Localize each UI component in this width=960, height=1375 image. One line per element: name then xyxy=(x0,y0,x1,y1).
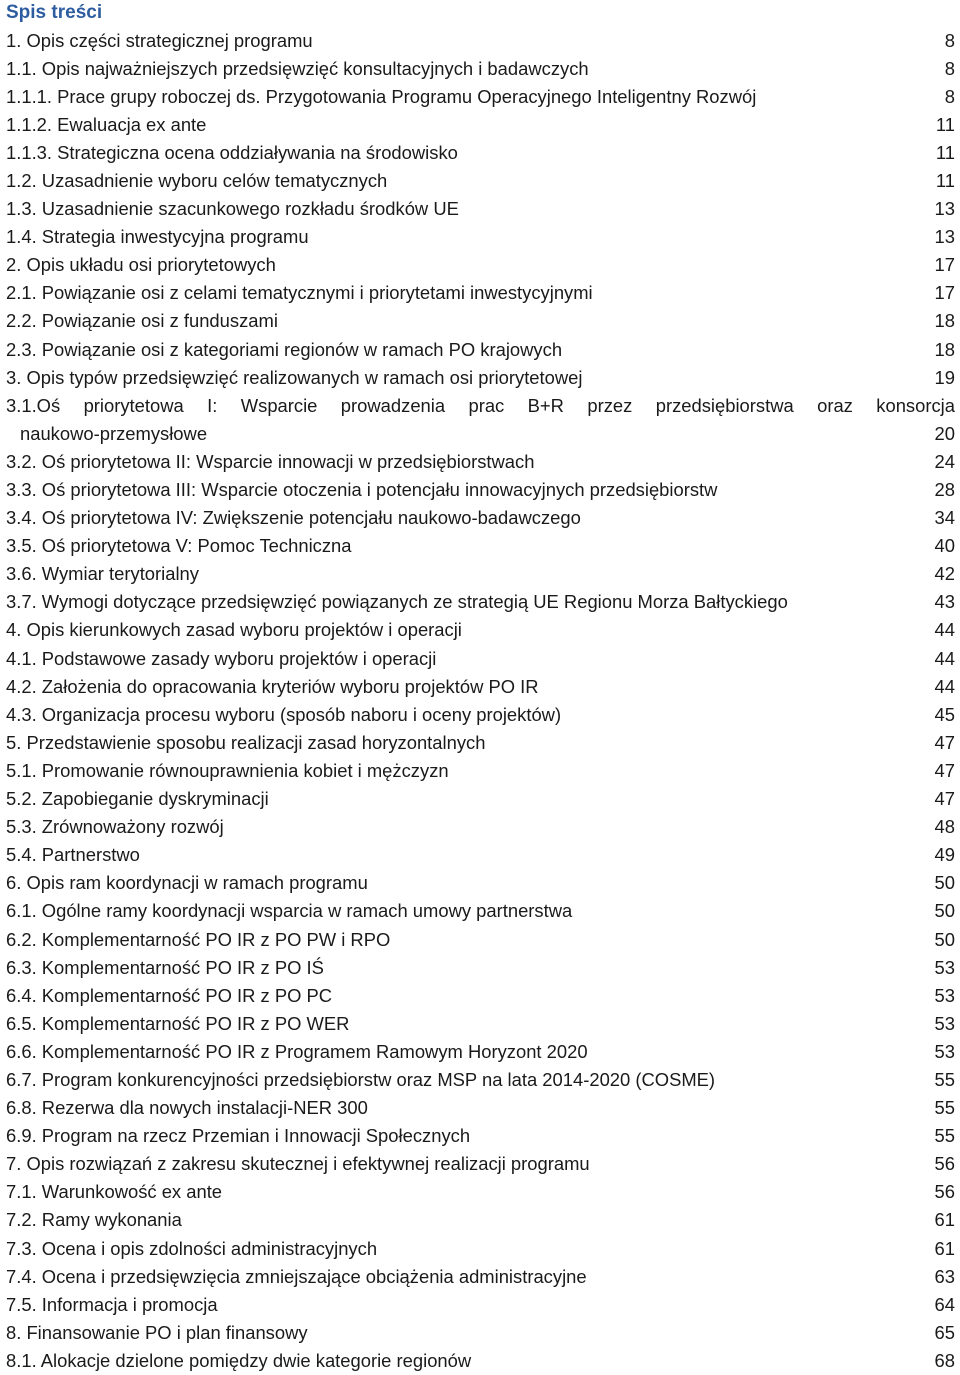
toc-entry[interactable] xyxy=(0,560,960,588)
toc-entry[interactable] xyxy=(0,364,960,392)
toc-entry-page-number: 18 xyxy=(934,310,955,332)
toc-entry-page-number: 13 xyxy=(934,226,955,248)
toc-entry[interactable] xyxy=(0,869,960,897)
toc-entry[interactable] xyxy=(0,448,960,476)
toc-list xyxy=(0,27,960,1375)
toc-entry[interactable] xyxy=(0,897,960,925)
toc-entry[interactable] xyxy=(0,251,960,279)
toc-entry-page-number: 13 xyxy=(934,198,955,220)
toc-entry-label: 4. Opis kierunkowych zasad wyboru projektów i operacji xyxy=(6,619,462,641)
toc-entry-page-number: 53 xyxy=(934,956,955,978)
toc-entry[interactable] xyxy=(0,1291,960,1319)
toc-entry-page-number: 55 xyxy=(934,1125,955,1147)
toc-entry-page-number: 61 xyxy=(934,1237,955,1259)
toc-entry[interactable] xyxy=(0,83,960,111)
toc-entry-page-number: 8 xyxy=(944,57,955,79)
toc-entry[interactable] xyxy=(0,588,960,616)
toc-entry-page-number: 53 xyxy=(934,1012,955,1034)
toc-entry[interactable] xyxy=(0,1094,960,1122)
toc-entry-label: 1. Opis części strategicznej programu xyxy=(6,29,313,51)
toc-entry[interactable] xyxy=(0,223,960,251)
toc-entry-label: 6.2. Komplementarność PO IR z PO PW i RPO xyxy=(6,928,391,950)
toc-entry[interactable] xyxy=(0,392,960,448)
toc-entry[interactable] xyxy=(0,1010,960,1038)
toc-entry-label: 1.4. Strategia inwestycyjna programu xyxy=(6,226,309,248)
toc-entry[interactable] xyxy=(0,27,960,55)
toc-entry-label: 6.5. Komplementarność PO IR z PO WER xyxy=(6,1012,350,1034)
toc-entry-label: 7.5. Informacja i promocja xyxy=(6,1293,218,1315)
toc-entry-page-number: 53 xyxy=(934,1040,955,1062)
toc-entry-page-number: 55 xyxy=(934,1068,955,1090)
toc-entry-page-number: 17 xyxy=(934,282,955,304)
toc-entry-page-number: 45 xyxy=(934,703,955,725)
toc-entry-label: 2.2. Powiązanie osi z funduszami xyxy=(6,310,278,332)
toc-entry-page-number: 34 xyxy=(934,507,955,529)
toc-entry-page-number: 18 xyxy=(934,338,955,360)
toc-entry[interactable] xyxy=(0,1263,960,1291)
toc-entry[interactable] xyxy=(0,476,960,504)
toc-entry-page-number: 50 xyxy=(934,872,955,894)
toc-entry-page-number: 65 xyxy=(934,1321,955,1343)
toc-entry-page-number: 55 xyxy=(934,1097,955,1119)
toc-entry[interactable] xyxy=(0,673,960,701)
toc-entry-label: 4.1. Podstawowe zasady wyboru projektów i operacji xyxy=(6,647,437,669)
toc-entry-label: 2. Opis układu osi priorytetowych xyxy=(6,254,276,276)
toc-entry[interactable] xyxy=(0,1038,960,1066)
toc-entry-page-number: 17 xyxy=(934,254,955,276)
toc-entry-page-number: 53 xyxy=(934,984,955,1006)
toc-entry-page-number: 8 xyxy=(944,85,955,107)
toc-entry[interactable] xyxy=(0,1150,960,1178)
toc-entry-page-number: 44 xyxy=(934,647,955,669)
toc-entry[interactable] xyxy=(0,532,960,560)
toc-entry-label: 6. Opis ram koordynacji w ramach programu xyxy=(6,872,368,894)
toc-entry[interactable] xyxy=(0,336,960,364)
toc-entry-page-number: 68 xyxy=(934,1349,955,1371)
toc-entry-page-number: 47 xyxy=(934,759,955,781)
toc-entry[interactable] xyxy=(0,701,960,729)
toc-entry-label: 6.3. Komplementarność PO IR z PO IŚ xyxy=(6,956,324,978)
toc-entry-label: 1.3. Uzasadnienie szacunkowego rozkładu środków UE xyxy=(6,198,459,220)
toc-entry-label: 3.7. Wymogi dotyczące przedsięwzięć powiązanych ze strategią UE Regionu Morza Bałtyckiego xyxy=(6,591,788,613)
toc-entry-label: 5. Przedstawienie sposobu realizacji zasad horyzontalnych xyxy=(6,731,486,753)
toc-entry[interactable] xyxy=(0,1206,960,1234)
toc-entry[interactable] xyxy=(0,139,960,167)
toc-entry-page-number: 49 xyxy=(934,844,955,866)
toc-entry-label: 7.3. Ocena i opis zdolności administracyjnych xyxy=(6,1237,378,1259)
toc-entry-label: 6.1. Ogólne ramy koordynacji wsparcia w ramach umowy partnerstwa xyxy=(6,900,573,922)
toc-entry-label: 8. Finansowanie PO i plan finansowy xyxy=(6,1321,308,1343)
toc-entry[interactable] xyxy=(0,307,960,335)
toc-entry-page-number: 56 xyxy=(934,1181,955,1203)
toc-entry[interactable] xyxy=(0,1347,960,1375)
toc-entry-page-number: 63 xyxy=(934,1265,955,1287)
toc-entry-page-number: 42 xyxy=(934,563,955,585)
toc-entry-page-number: 24 xyxy=(934,450,955,472)
toc-entry[interactable] xyxy=(0,926,960,954)
toc-entry[interactable] xyxy=(0,167,960,195)
toc-entry-page-number: 28 xyxy=(934,479,955,500)
toc-entry-label: 5.1. Promowanie równouprawnienia kobiet i mężczyzn xyxy=(6,759,449,781)
toc-entry[interactable] xyxy=(0,111,960,139)
toc-entry-label: 7.1. Warunkowość ex ante xyxy=(6,1181,223,1203)
toc-title: Spis treści xyxy=(6,2,103,23)
toc-entry-label: 7.4. Ocena i przedsięwzięcia zmniejszające obciążenia administracyjne xyxy=(6,1265,587,1287)
toc-entry[interactable] xyxy=(0,841,960,869)
toc-entry-page-number: 19 xyxy=(934,366,955,388)
toc-entry-page-number: 43 xyxy=(934,591,955,613)
toc-entry-label: 4.2. Założenia do opracowania kryteriów wyboru projektów PO IR xyxy=(6,675,539,697)
toc-entry-label: 1.1.1. Prace grupy roboczej ds. Przygotowania Programu Operacyjnego Inteligentny Rozwój xyxy=(6,85,757,107)
toc-entry-label: 3.2. Oś priorytetowa II: Wsparcie innowacji w przedsiębiorstwach xyxy=(6,450,535,472)
toc-entry-label: 1.1.3. Strategiczna ocena oddziaływania na środowisko xyxy=(6,141,458,163)
toc-entry-page-number: 48 xyxy=(934,816,955,838)
toc-entry-page-number: 47 xyxy=(934,731,955,753)
toc-entry[interactable] xyxy=(0,813,960,841)
toc-entry[interactable] xyxy=(0,55,960,83)
toc-entry-page-number: 20 xyxy=(934,422,955,444)
toc-entry[interactable] xyxy=(0,504,960,532)
toc-entry-page-number: 50 xyxy=(934,928,955,950)
toc-entry-page-number: 11 xyxy=(935,169,955,191)
toc-entry[interactable] xyxy=(0,1235,960,1263)
toc-entry-label: 3. Opis typów przedsięwzięć realizowanych w ramach osi priorytetowej xyxy=(6,366,583,388)
toc-entry-label: 5.3. Zrównoważony rozwój xyxy=(6,816,224,838)
toc-entry[interactable] xyxy=(0,785,960,813)
toc-entry-label: 1.1. Opis najważniejszych przedsięwzięć konsultacyjnych i badawczych xyxy=(6,57,589,79)
toc-entry-label-continued: naukowo-przemysłowe xyxy=(20,422,208,444)
toc-entry-label: 6.8. Rezerwa dla nowych instalacji-NER 300 xyxy=(6,1097,368,1119)
toc-entry-page-number: 8 xyxy=(944,29,955,51)
toc-entry[interactable] xyxy=(0,729,960,757)
toc-entry-label: 3.4. Oś priorytetowa IV: Zwiększenie potencjału naukowo-badawczego xyxy=(6,507,581,529)
toc-entry-label: 6.4. Komplementarność PO IR z PO PC xyxy=(6,984,333,1006)
toc-entry[interactable] xyxy=(0,279,960,307)
toc-entry[interactable] xyxy=(0,757,960,785)
toc-entry-label: 3.3. Oś priorytetowa III: Wsparcie otoczenia i potencjału innowacyjnych przedsiębiorstw xyxy=(6,479,718,500)
toc-entry-page-number: 56 xyxy=(934,1153,955,1175)
toc-entry-label: 2.1. Powiązanie osi z celami tematycznymi i priorytetami inwestycyjnymi xyxy=(6,282,593,304)
toc-entry-label: 5.4. Partnerstwo xyxy=(6,844,140,866)
toc-entry-page-number: 47 xyxy=(934,788,955,810)
toc-entry-label: 6.9. Program na rzecz Przemian i Innowacji Społecznych xyxy=(6,1125,471,1147)
toc-entry-label: 3.1.Oś priorytetowa I: Wsparcie prowadzenia prac B+R przez przedsiębiorstwa oraz konsorcja xyxy=(6,394,955,416)
toc-entry[interactable] xyxy=(0,1122,960,1150)
toc-entry-label: 3.5. Oś priorytetowa V: Pomoc Techniczna xyxy=(6,535,352,557)
toc-entry-label: 1.2. Uzasadnienie wyboru celów tematycznych xyxy=(6,169,388,191)
toc-entry[interactable] xyxy=(0,1066,960,1094)
toc-entry-page-number: 64 xyxy=(934,1293,955,1315)
toc-entry-page-number: 50 xyxy=(934,900,955,922)
toc-entry-page-number: 44 xyxy=(934,619,955,641)
toc-entry-page-number: 61 xyxy=(934,1209,955,1231)
toc-entry[interactable] xyxy=(0,195,960,223)
toc-entry[interactable] xyxy=(0,1178,960,1206)
toc-entry-label: 6.7. Program konkurencyjności przedsiębiorstw oraz MSP na lata 2014-2020 (COSME) xyxy=(6,1068,716,1090)
toc-entry[interactable] xyxy=(0,1319,960,1347)
toc-entry-page-number: 44 xyxy=(934,675,955,697)
toc-entry[interactable] xyxy=(0,954,960,982)
toc-entry-label: 2.3. Powiązanie osi z kategoriami regionów w ramach PO krajowych xyxy=(6,338,563,360)
toc-entry-label: 1.1.2. Ewaluacja ex ante xyxy=(6,113,207,135)
toc-entry-label: 8.1. Alokacje dzielone pomiędzy dwie kategorie regionów xyxy=(6,1349,472,1371)
toc-entry-label: 7.2. Ramy wykonania xyxy=(6,1209,182,1231)
toc-entry-label: 3.6. Wymiar terytorialny xyxy=(6,563,199,585)
toc-entry-label: 5.2. Zapobieganie dyskryminacji xyxy=(6,788,269,810)
toc-entry-label: 4.3. Organizacja procesu wyboru (sposób naboru i oceny projektów) xyxy=(6,703,562,725)
toc-entry-label: 7. Opis rozwiązań z zakresu skutecznej i efektywnej realizacji programu xyxy=(6,1153,590,1175)
toc-entry[interactable] xyxy=(0,645,960,673)
toc-entry[interactable] xyxy=(0,982,960,1010)
toc-entry-page-number: 11 xyxy=(935,113,955,135)
toc-entry-label: 6.6. Komplementarność PO IR z Programem Ramowym Horyzont 2020 xyxy=(6,1040,588,1062)
toc-entry[interactable] xyxy=(0,616,960,644)
toc-entry-page-number: 40 xyxy=(934,535,955,557)
toc-entry-page-number: 11 xyxy=(935,141,955,163)
